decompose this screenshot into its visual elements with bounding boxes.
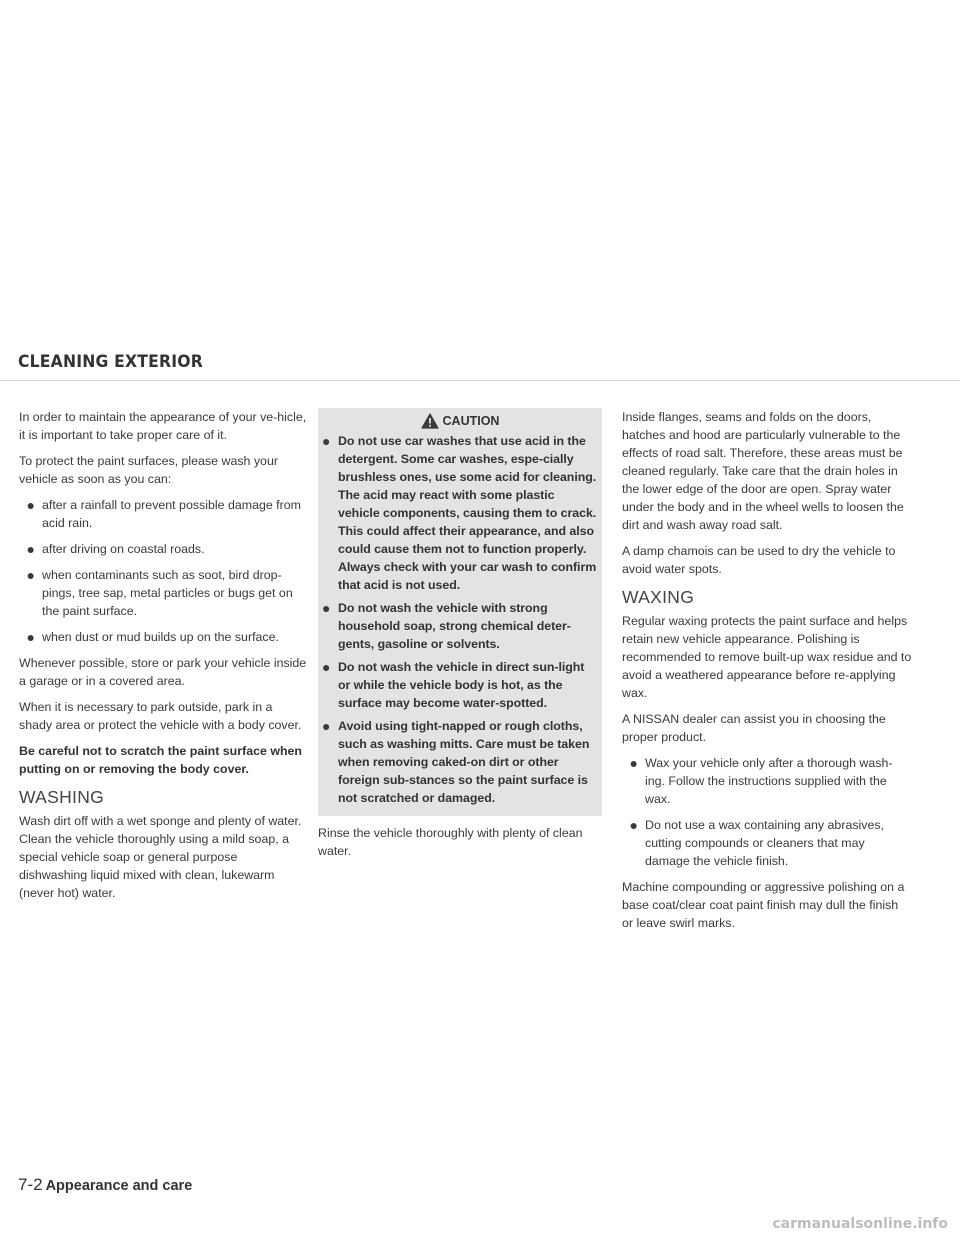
list-item — [322, 432, 598, 594]
intro-paragraph: In order to maintain the appearance of your ve-hicle, it is important to take proper care of it. — [19, 410, 307, 442]
caution-item-text: Do not wash the vehicle with strong household soap, strong chemical deter-gents, gasoline or solvents. — [338, 601, 571, 651]
page-number: 7-2 — [18, 1175, 43, 1194]
list-item — [19, 628, 308, 646]
list-item — [19, 566, 308, 620]
bullet-icon: ● — [26, 629, 35, 645]
polishing-paragraph: Machine compounding or aggressive polishing on a base coat/clear coat paint finish may dull the finish or leave swirl marks. — [622, 880, 905, 930]
scratch-warning: Be careful not to scratch the paint surface when putting on or removing the body cover. — [19, 744, 302, 776]
washing-heading: WASHING — [19, 787, 105, 807]
column-right — [622, 408, 912, 940]
bullet-icon: ● — [26, 541, 35, 557]
list-item — [322, 599, 598, 653]
caution-header — [322, 410, 598, 432]
bullet-icon: ● — [629, 817, 638, 833]
list-item — [622, 816, 912, 870]
washing-paragraph: Wash dirt off with a wet sponge and plenty of water. Clean the vehicle thoroughly using a mild soap, a special vehicle soap or general purpose dishwashing liquid mixed with clean, lukewarm (never hot) water. — [19, 814, 302, 900]
bullet-icon: ● — [322, 659, 331, 675]
dealer-paragraph: A NISSAN dealer can assist you in choosing the proper product. — [622, 712, 886, 744]
caution-item-text: Do not use car washes that use acid in the detergent. Some car washes, espe-cially brushless ones, use some acid for cleaning. The acid may react with some plastic vehicle components, causing them to crack. This could affect their appearance, and also could cause them not to function properly. Always check with your car wash to confirm that acid is not used. — [338, 434, 597, 592]
page-footer — [18, 1175, 192, 1195]
list-item-text: after driving on coastal roads. — [42, 542, 205, 556]
protect-paragraph: To protect the paint surfaces, please wash your vehicle as soon as you can: — [19, 454, 278, 486]
list-item — [19, 496, 308, 532]
list-item — [322, 717, 598, 807]
section-title: CLEANING EXTERIOR — [18, 352, 203, 372]
chamois-paragraph: A damp chamois can be used to dry the vehicle to avoid water spots. — [622, 544, 896, 576]
waxing-heading: WAXING — [622, 587, 695, 607]
park-paragraph: When it is necessary to park outside, park in a shady area or protect the vehicle with a body cover. — [19, 700, 302, 732]
bullet-icon: ● — [322, 433, 331, 449]
footer-section-name: Appearance and care — [45, 1178, 193, 1194]
list-item-text: when contaminants such as soot, bird drop-pings, tree sap, metal particles or bugs get on the paint surface. — [42, 568, 293, 618]
caution-title: CAUTION — [442, 414, 500, 428]
caution-box — [318, 408, 602, 816]
list-item-text: Wax your vehicle only after a thorough wash-ing. Follow the instructions supplied with the wax. — [645, 756, 893, 806]
caution-item-text: Avoid using tight-napped or rough cloths, such as washing mitts. Care must be taken when removing caked-on dirt or other foreign sub-stances so the paint surface is not scratched or damaged. — [338, 719, 590, 805]
list-item-text: Do not use a wax containing any abrasives, cutting compounds or cleaners that may damage the vehicle finish. — [645, 818, 885, 868]
rinse-paragraph: Rinse the vehicle thoroughly with plenty of clean water. — [318, 826, 583, 858]
store-paragraph: Whenever possible, store or park your vehicle inside a garage or in a covered area. — [19, 656, 307, 688]
bullet-icon: ● — [322, 718, 331, 734]
caution-item-text: Do not wash the vehicle in direct sun-light or while the vehicle body is hot, as the surface may become water-spotted. — [338, 660, 585, 710]
bullet-icon: ● — [26, 567, 35, 583]
list-item-text: when dust or mud builds up on the surface. — [42, 630, 279, 644]
column-left — [19, 408, 308, 910]
waxing-paragraph: Regular waxing protects the paint surface and helps retain new vehicle appearance. Polishing is recommended to remove built-up wax residue and to avoid a weathered appearance before re-applying wax. — [622, 614, 912, 700]
list-item-text: after a rainfall to prevent possible damage from acid rain. — [42, 498, 301, 530]
watermark: carmanualsonline.info — [772, 1216, 948, 1232]
warning-triangle-icon — [421, 413, 439, 429]
bullet-icon: ● — [26, 497, 35, 513]
bullet-icon: ● — [322, 600, 331, 616]
top-rule — [0, 380, 960, 381]
list-item — [322, 658, 598, 712]
list-item — [622, 754, 912, 808]
road-salt-paragraph: Inside flanges, seams and folds on the doors, hatches and hood are particularly vulnerable to the effects of road salt. Therefore, these areas must be cleaned regularly. Take care that the drain holes in the lower edge of the door are open. Spray water under the body and in the wheel wells to loosen the dirt and wash away road salt. — [622, 410, 904, 532]
bullet-icon: ● — [629, 755, 638, 771]
column-middle — [318, 408, 602, 868]
list-item — [19, 540, 308, 558]
